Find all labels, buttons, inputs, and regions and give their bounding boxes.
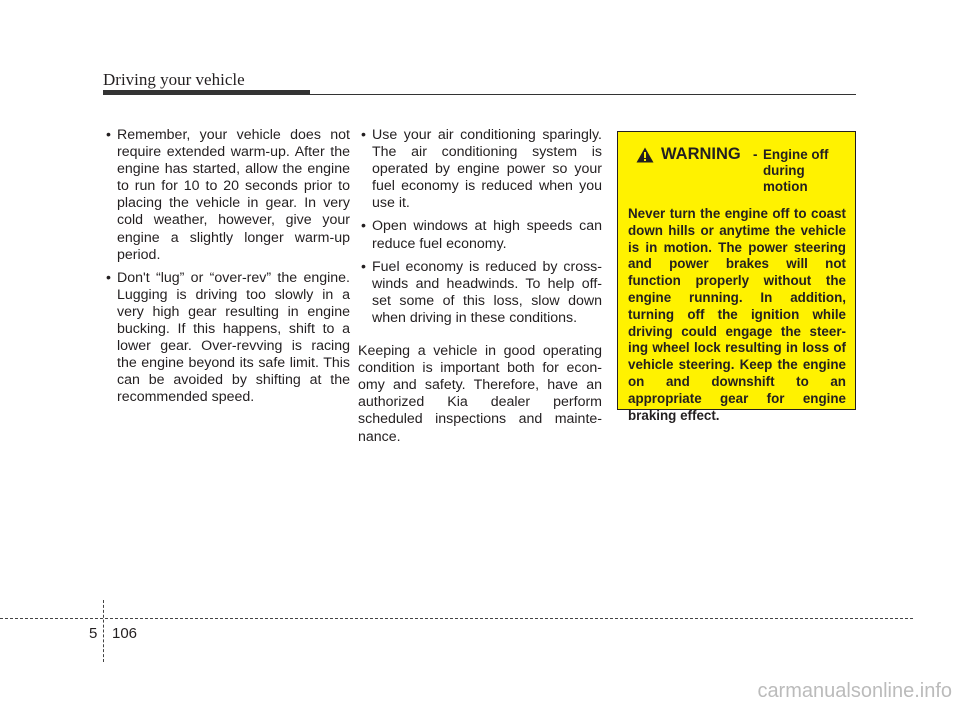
warning-subtitle-text: Engine off during motion	[763, 147, 829, 194]
footer-divider	[103, 600, 104, 662]
warning-triangle-icon	[636, 147, 654, 163]
chapter-number: 5	[89, 625, 98, 642]
warning-label: WARNING	[661, 145, 741, 163]
bullet-item: • Fuel economy is reduced by cross-winds and headwinds. To help off-set some of this loss, slow down when driving in these conditions.	[358, 259, 602, 327]
middle-bullet-list	[358, 127, 602, 327]
warning-box	[617, 131, 856, 423]
maintenance-paragraph: Keeping a vehicle in good operating condition is important both for econ-omy and safety. Therefore, have an authorized Kia dealer perform scheduled inspections and mainte-nance.	[358, 343, 602, 445]
middle-column	[358, 127, 602, 446]
watermark: carmanualsonline.info	[757, 680, 952, 702]
bullet-item: • Use your air conditioning sparingly. The air conditioning system is operated by engine power so your fuel economy is reduced when you use it.	[358, 127, 602, 212]
warning-body: Never turn the engine off to coast down hills or anytime the vehicle is in motion. The power steering and power brakes will not function properly without the engine running. In addition, turning off the ignition while driving could engage the steer-ing wheel lock resulting in loss of vehicle steering. Keep the engine on and downshift to an appropriate gear for engine braking effect.	[628, 206, 846, 423]
warning-header	[628, 144, 846, 206]
page-header-title: Driving your vehicle	[103, 70, 245, 89]
header-rule	[103, 94, 856, 95]
warning-dash: -	[753, 147, 758, 162]
left-bullet-list	[103, 127, 350, 407]
bullet-item: • Open windows at high speeds can reduce fuel economy.	[358, 218, 602, 252]
bullet-item: • Don't “lug” or “over-rev” the engine. Lugging is driving too slowly in a very high gear resulting in engine bucking. If this happens, shift to a lower gear. Over-revving is racing the engine beyond its safe limit. This can be avoided by shifting at the recommended speed.	[103, 270, 350, 407]
page-number: 106	[112, 625, 138, 642]
left-column	[103, 127, 350, 413]
warning-subtitle	[753, 147, 833, 195]
footer-rule	[0, 618, 913, 619]
bullet-item: • Remember, your vehicle does not require extended warm-up. After the engine has started, allow the engine to run for 10 to 20 seconds prior to placing the vehicle in gear. In very cold weather, however, give your engine a slightly longer warm-up period.	[103, 127, 350, 264]
